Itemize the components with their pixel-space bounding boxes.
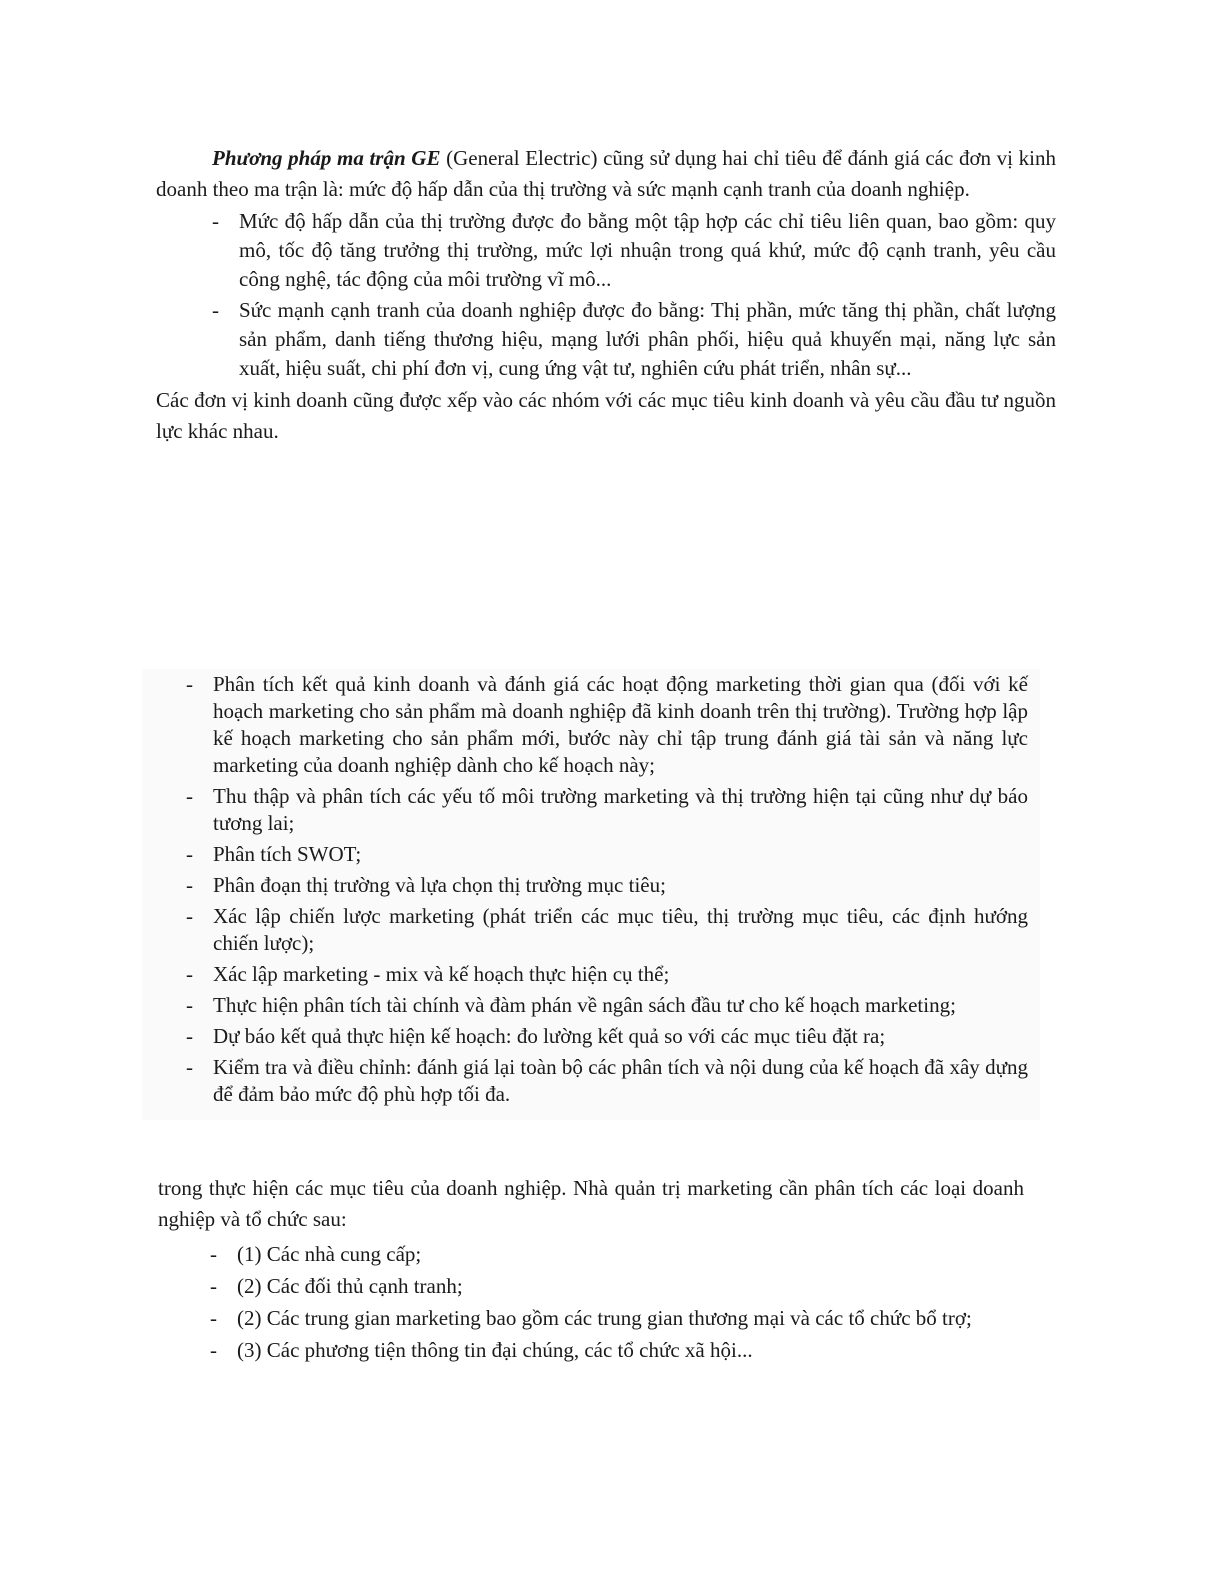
section-ge-matrix xyxy=(156,143,1056,447)
dash-marker: - xyxy=(186,993,193,1017)
list-item-text: Thu thập và phân tích các yếu tố môi trường marketing và thị trường hiện tại cũng như dự báo tương lai; xyxy=(213,784,1028,835)
dash-marker: - xyxy=(186,1024,193,1048)
ge-intro-text: (General Electric) cũng sử dụng hai chỉ tiêu để đánh giá các đơn vị kinh doanh theo ma trận là: mức độ hấp dẫn của thị trường và sức mạnh cạnh tranh của doanh nghiệp. xyxy=(156,146,1056,201)
list-item-text: (3) Các phương tiện thông tin đại chúng, các tổ chức xã hội... xyxy=(237,1338,753,1362)
dash-marker: - xyxy=(210,1274,217,1298)
list-item-text: Xác lập chiến lược marketing (phát triển các mục tiêu, thị trường mục tiêu, các định hướng chiến lược); xyxy=(213,904,1028,955)
list-item-text: Kiểm tra và điều chỉnh: đánh giá lại toàn bộ các phân tích và nội dung của kế hoạch đã xây dựng để đảm bảo mức độ phù hợp tối đa. xyxy=(213,1055,1028,1106)
list-item xyxy=(186,903,1028,957)
micro-env-list xyxy=(210,1239,1024,1366)
section-marketing-plan-steps xyxy=(142,669,1040,1120)
dash-marker: - xyxy=(186,904,193,928)
dash-marker: - xyxy=(210,1338,217,1362)
list-item-text: Mức độ hấp dẫn của thị trường được đo bằng một tập hợp các chỉ tiêu liên quan, bao gồm: quy mô, tốc độ tăng trưởng thị trường, mức lợi nhuận trong quá khứ, mức độ cạnh tranh, yêu cầu công nghệ, tác động của môi trường vĩ mô... xyxy=(239,209,1056,291)
list-item xyxy=(210,1239,1024,1270)
list-item-text: Phân tích SWOT; xyxy=(213,842,362,866)
dash-marker: - xyxy=(212,209,219,233)
dash-marker: - xyxy=(186,1055,193,1079)
list-item-text: Xác lập marketing - mix và kế hoạch thực hiện cụ thể; xyxy=(213,962,670,986)
list-item xyxy=(210,1335,1024,1366)
list-item xyxy=(186,1054,1028,1108)
section-micro-environment xyxy=(158,1173,1024,1367)
list-item-text: (2) Các trung gian marketing bao gồm các trung gian thương mại và các tổ chức bổ trợ; xyxy=(237,1306,972,1330)
list-item-text: (2) Các đối thủ cạnh tranh; xyxy=(237,1274,463,1298)
ge-intro-title: Phương pháp ma trận GE xyxy=(212,146,441,170)
list-item xyxy=(210,1303,1024,1334)
plan-steps-list xyxy=(186,671,1028,1108)
dash-marker: - xyxy=(186,784,193,808)
list-item xyxy=(186,783,1028,837)
list-item-text: Sức mạnh cạnh tranh của doanh nghiệp được đo bằng: Thị phần, mức tăng thị phần, chất lượng sản phẩm, danh tiếng thương hiệu, mạng lưới phân phối, hiệu quả khuyến mại, năng lực sản xuất, hiệu suất, chi phí đơn vị, cung ứng vật tư, nghiên cứu phát triển, nhân sự... xyxy=(239,298,1056,380)
ge-closing-paragraph: Các đơn vị kinh doanh cũng được xếp vào các nhóm với các mục tiêu kinh doanh và yêu cầu đầu tư nguồn lực khác nhau. xyxy=(156,388,1056,443)
list-item xyxy=(186,841,1028,868)
dash-marker: - xyxy=(210,1242,217,1266)
list-item xyxy=(212,207,1056,294)
list-item xyxy=(210,1271,1024,1302)
ge-intro-paragraph xyxy=(156,143,1056,205)
list-item-text: Phân tích kết quả kinh doanh và đánh giá các hoạt động marketing thời gian qua (đối với kế hoạch marketing cho sản phẩm mà doanh nghiệp đã kinh doanh trên thị trường). Trường hợp lập kế hoạch marketing cho sản phẩm mới, bước này chỉ tập trung đánh giá tài sản và năng lực marketing của doanh nghiệp dành cho kế hoạch này; xyxy=(213,672,1028,777)
dash-marker: - xyxy=(186,962,193,986)
dash-marker: - xyxy=(186,873,193,897)
list-item xyxy=(186,1023,1028,1050)
list-item xyxy=(186,872,1028,899)
list-item-text: Dự báo kết quả thực hiện kế hoạch: đo lường kết quả so với các mục tiêu đặt ra; xyxy=(213,1024,886,1048)
micro-env-intro-paragraph: trong thực hiện các mục tiêu của doanh nghiệp. Nhà quản trị marketing cần phân tích các loại doanh nghiệp và tổ chức sau: xyxy=(158,1176,1024,1231)
list-item xyxy=(186,992,1028,1019)
dash-marker: - xyxy=(210,1306,217,1330)
ge-criteria-list xyxy=(212,207,1056,383)
dash-marker: - xyxy=(212,298,219,322)
dash-marker: - xyxy=(186,672,193,696)
list-item xyxy=(212,296,1056,383)
list-item-text: Phân đoạn thị trường và lựa chọn thị trường mục tiêu; xyxy=(213,873,666,897)
list-item xyxy=(186,961,1028,988)
list-item-text: Thực hiện phân tích tài chính và đàm phán về ngân sách đầu tư cho kế hoạch marketing; xyxy=(213,993,956,1017)
list-item-text: (1) Các nhà cung cấp; xyxy=(237,1242,422,1266)
list-item xyxy=(186,671,1028,779)
dash-marker: - xyxy=(186,842,193,866)
